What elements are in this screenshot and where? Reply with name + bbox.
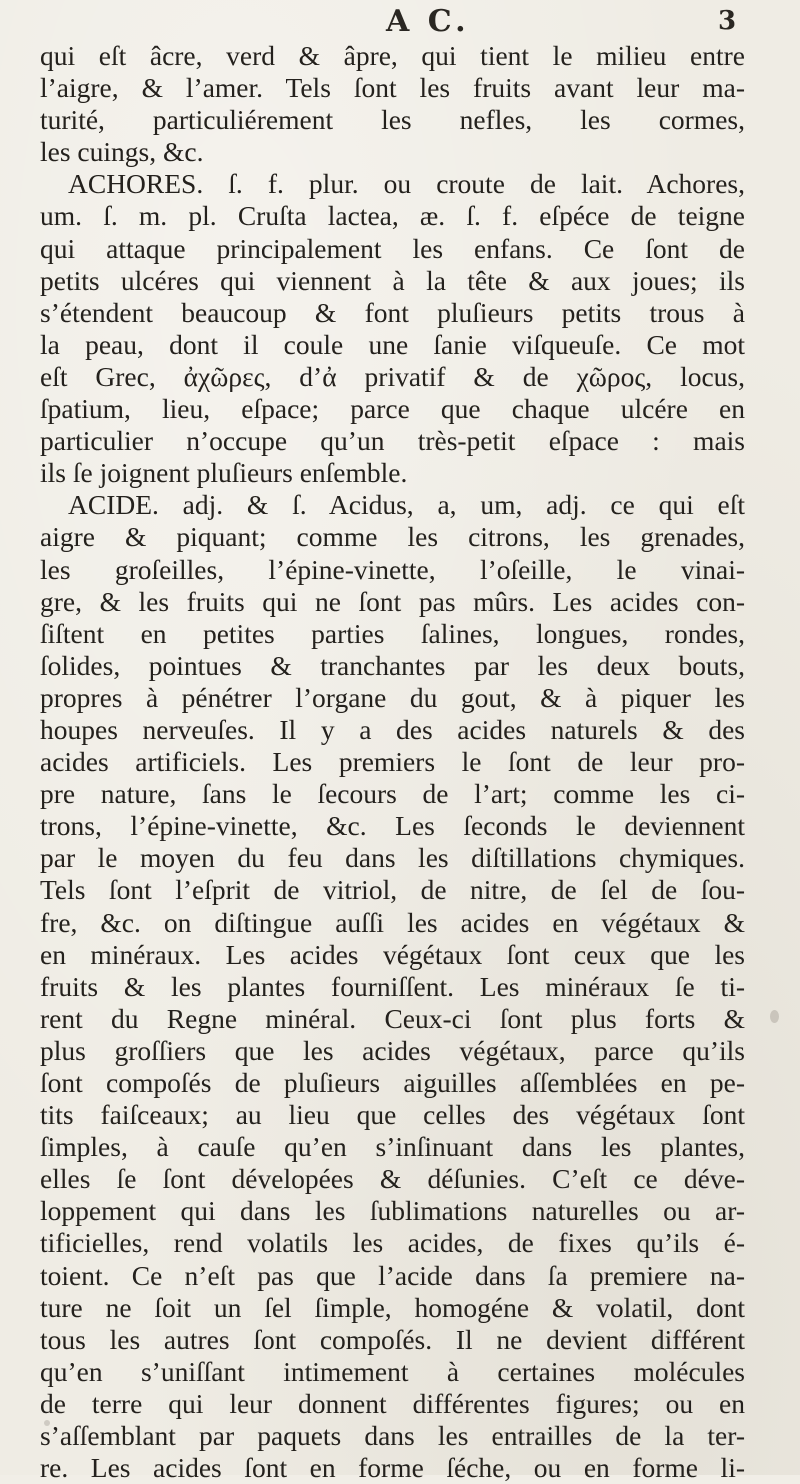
running-head	[0, 0, 800, 40]
text-line: particulier n’occupe qu’un très-petit eſpace : mais	[40, 425, 745, 457]
text-line: fre, &c. on diſtingue auſſi les acides en végétaux &	[40, 906, 745, 938]
text-line: propres à pénétrer l’organe du gout, & à piquer les	[40, 681, 745, 713]
text-line: tificielles, rend volatils les acides, de fixes qu’ils é-	[40, 1227, 745, 1259]
text-line: ſiſtent en petites parties ſalines, longues, rondes,	[40, 617, 745, 649]
text-line: qui eſt âcre, verd & âpre, qui tient le milieu entre	[40, 40, 745, 71]
text-line: ture ne ſoit un ſel ſimple, homogéne & volatil, dont	[40, 1291, 745, 1323]
text-line: ſimples, à cauſe qu’en s’inſinuant dans les plantes,	[40, 1131, 745, 1163]
text-line: tits faiſceaux; au lieu que celles des végétaux ſont	[40, 1099, 745, 1131]
text-line: par le moyen du feu dans les diſtillations chymiques.	[40, 842, 745, 874]
text-line: ſolides, pointues & tranchantes par les deux bouts,	[40, 649, 745, 681]
text-line: en minéraux. Les acides végétaux ſont ceux que les	[40, 938, 745, 970]
dictionary-text-block	[40, 40, 745, 1484]
text-line: toient. Ce n’eſt pas que l’acide dans ſa premiere na-	[40, 1259, 745, 1291]
text-line: qu’en s’uniſſant intimement à certaines molécules	[40, 1355, 745, 1387]
text-line: houpes nerveuſes. Il y a des acides naturels & des	[40, 713, 745, 745]
text-line: turité, particuliérement les nefles, les cormes,	[40, 104, 745, 136]
ink-speck	[770, 1010, 779, 1023]
text-line: l’aigre, & l’amer. Tels ſont les fruits avant leur ma-	[40, 72, 745, 104]
text-line: de terre qui leur donnent différentes figures; ou en	[40, 1387, 745, 1419]
text-line: ils ſe joignent pluſieurs enſemble.	[40, 457, 408, 489]
text-line: ACHORES. ſ. f. plur. ou croute de lait. Achores,	[68, 168, 745, 200]
ink-speck	[44, 1420, 50, 1426]
text-line: acides artificiels. Les premiers le ſont de leur pro-	[40, 746, 745, 778]
text-line: ACIDE. adj. & ſ. Acidus, a, um, adj. ce qui eſt	[68, 489, 745, 521]
text-line: re. Les acides ſont en forme ſéche, ou en forme li-	[40, 1452, 745, 1484]
text-line: um. ſ. m. pl. Cruſta lactea, æ. ſ. f. eſpéce de teigne	[40, 200, 745, 232]
text-line: trons, l’épine-vinette, &c. Les ſeconds le deviennent	[40, 810, 745, 842]
text-line: les groſeilles, l’épine-vinette, l’oſeille, le vinai-	[40, 553, 745, 585]
text-line: s’étendent beaucoup & font pluſieurs petits trous à	[40, 296, 745, 328]
text-line: pre nature, ſans le ſecours de l’art; comme les ci-	[40, 778, 745, 810]
text-line: gre, & les fruits qui ne ſont pas mûrs. Les acides con-	[40, 585, 745, 617]
text-line: s’aſſemblant par paquets dans les entrailles de la ter-	[40, 1420, 745, 1452]
text-line: tous les autres ſont compoſés. Il ne devient différent	[40, 1323, 745, 1355]
page-number: 3	[718, 6, 737, 36]
text-line: ſpatium, lieu, eſpace; parce que chaque ulcére en	[40, 393, 745, 425]
text-line: loppement qui dans les ſublimations naturelles ou ar-	[40, 1195, 745, 1227]
text-line: fruits & les plantes fourniſſent. Les minéraux ſe ti-	[40, 970, 745, 1002]
text-line: Tels ſont l’eſprit de vitriol, de nitre, de ſel de ſou-	[40, 874, 745, 906]
running-head-letters: A C.	[386, 4, 470, 39]
text-line: qui attaque principalement les enfans. Ce ſont de	[40, 232, 745, 264]
text-line: aigre & piquant; comme les citrons, les grenades,	[40, 521, 745, 553]
text-line: petits ulcéres qui viennent à la tête & aux joues; ils	[40, 264, 745, 296]
text-line: plus groſſiers que les acides végétaux, parce qu’ils	[40, 1034, 745, 1066]
text-line: la peau, dont il coule une ſanie viſqueuſe. Ce mot	[40, 328, 745, 360]
text-line: elles ſe ſont dévelopées & déſunies. C’eſt ce déve-	[40, 1163, 745, 1195]
text-line: ſont compoſés de pluſieurs aiguilles aſſemblées en pe-	[40, 1067, 745, 1098]
text-line: les cuings, &c.	[40, 136, 204, 168]
text-line: eſt Grec, ἀχῶρες, d’ἀ privatif & de χῶρος, locus,	[40, 360, 745, 392]
text-line: rent du Regne minéral. Ceux-ci ſont plus forts &	[40, 1002, 745, 1034]
